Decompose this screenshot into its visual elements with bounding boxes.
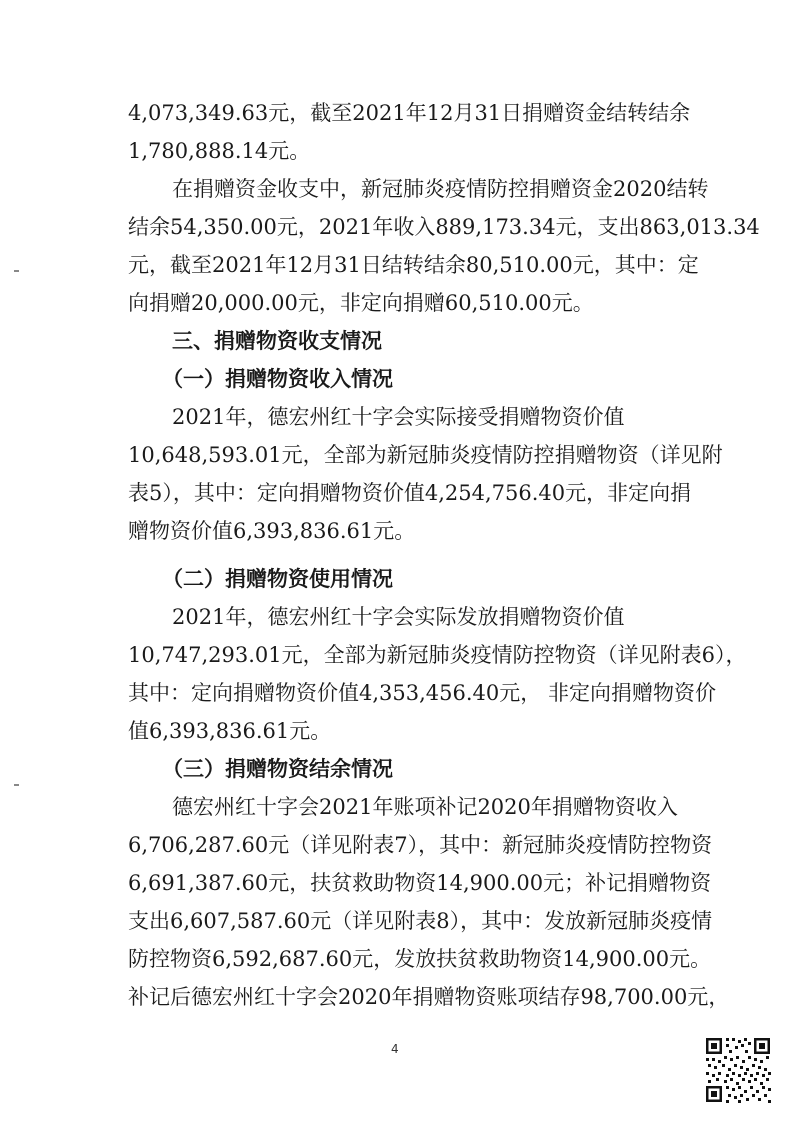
subsection-heading: （一）捐赠物资收入情况 xyxy=(162,367,393,391)
subsection-heading: （三）捐赠物资结余情况 xyxy=(162,757,393,781)
scan-mark xyxy=(14,784,19,786)
text-line: 元，截至2021年12月31日结转结余80,510.00元，其中：定 xyxy=(128,253,699,277)
section-heading: 三、捐赠物资收支情况 xyxy=(172,329,382,353)
text-line: 6,691,387.60元，扶贫救助物资14,900.00元；补记捐赠物资 xyxy=(128,871,712,895)
text-line: 10,747,293.01元，全部为新冠肺炎疫情防控物资（详见附表6）， xyxy=(128,643,747,667)
text-line: 德宏州红十字会2021年账项补记2020年捐赠物资收入 xyxy=(172,795,678,819)
text-line: 4,073,349.63元，截至2021年12月31日捐赠资金结转结余 xyxy=(128,101,691,125)
text-line: 2021年，德宏州红十字会实际发放捐赠物资价值 xyxy=(172,605,625,629)
text-line: 在捐赠资金收支中，新冠肺炎疫情防控捐赠资金2020结转 xyxy=(172,177,709,201)
text-line: 10,648,593.01元，全部为新冠肺炎疫情防控捐赠物资（详见附 xyxy=(128,443,723,467)
subsection-heading: （二）捐赠物资使用情况 xyxy=(162,567,393,591)
text-line: 表5），其中：定向捐赠物资价值4,254,756.40元，非定向捐 xyxy=(128,481,692,505)
text-line: 值6,393,836.61元。 xyxy=(128,719,332,743)
page-number: 4 xyxy=(391,1042,399,1056)
text-line: 支出6,607,587.60元（详见附表8），其中：发放新冠肺炎疫情 xyxy=(128,909,713,933)
text-line: 其中：定向捐赠物资价值4,353,456.40元， 非定向捐赠物资价 xyxy=(128,681,716,705)
text-line: 防控物资6,592,687.60元，发放扶贫救助物资14,900.00元。 xyxy=(128,947,712,971)
text-line: 向捐赠20,000.00元，非定向捐赠60,510.00元。 xyxy=(128,291,594,315)
text-line: 6,706,287.60元（详见附表7），其中：新冠肺炎疫情防控物资 xyxy=(128,833,713,857)
text-line: 2021年，德宏州红十字会实际接受捐赠物资价值 xyxy=(172,405,625,429)
qr-code-icon xyxy=(704,1036,772,1104)
text-line: 赠物资价值6,393,836.61元。 xyxy=(128,519,416,543)
text-line: 补记后德宏州红十字会2020年捐赠物资账项结存98,700.00元， xyxy=(128,985,730,1009)
text-line: 1,780,888.14元。 xyxy=(128,139,311,163)
text-line: 结余54,350.00元，2021年收入889,173.34元，支出863,013.34 xyxy=(128,215,760,239)
scan-mark xyxy=(14,270,19,272)
